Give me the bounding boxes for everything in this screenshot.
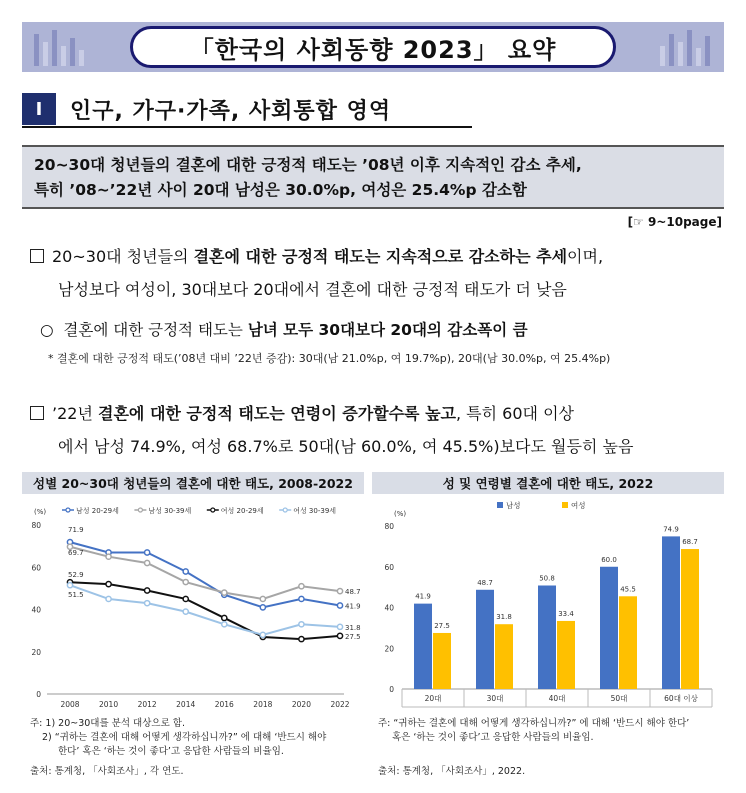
data-point bbox=[260, 596, 265, 601]
data-label: 31.8 bbox=[345, 623, 361, 632]
legend-label: 여성 30-39세 bbox=[293, 507, 337, 515]
bar bbox=[414, 604, 432, 689]
data-label: 27.5 bbox=[434, 621, 450, 630]
legend-marker bbox=[211, 508, 215, 512]
summary-line-2: 특히 ’08~’22년 사이 20대 남성은 30.0%p, 여성은 25.4%p 감소함 bbox=[34, 181, 527, 199]
bar bbox=[433, 633, 451, 689]
legend-label: 남성 30-39세 bbox=[148, 507, 192, 515]
bar bbox=[662, 536, 680, 689]
series-line bbox=[70, 585, 340, 635]
data-point bbox=[145, 550, 150, 555]
y-tick-label: 80 bbox=[31, 521, 41, 530]
sub-bullet bbox=[40, 318, 528, 340]
line-chart-source: 출처: 통계청, 「사회조사」, 각 연도. bbox=[30, 766, 184, 777]
data-label: 45.5 bbox=[620, 585, 636, 594]
square-bullet-icon bbox=[30, 249, 44, 263]
legend-label: 남성 20-29세 bbox=[76, 507, 119, 515]
data-point bbox=[337, 633, 342, 638]
bullet-2 bbox=[30, 397, 730, 463]
line-chart-footnotes bbox=[30, 717, 326, 779]
y-tick-label: 60 bbox=[384, 562, 394, 572]
data-point bbox=[183, 596, 188, 601]
data-label: 68.7 bbox=[682, 538, 698, 547]
data-point bbox=[260, 632, 265, 637]
bullet-2-bold: 결혼에 대한 긍정적 태도는 연령이 증가할수록 높고 bbox=[98, 404, 456, 423]
page-reference: [☞ 9~10page] bbox=[627, 215, 722, 229]
sub-bullet-bold: 남녀 모두 30대보다 20대의 감소폭이 큼 bbox=[247, 321, 528, 339]
series-line bbox=[70, 582, 340, 639]
x-tick-label: 2018 bbox=[253, 700, 273, 709]
data-point bbox=[183, 609, 188, 614]
bullet-1-text: 20~30대 청년들의 bbox=[52, 247, 194, 266]
legend-swatch bbox=[562, 502, 568, 508]
y-axis-unit: (%) bbox=[394, 510, 407, 518]
data-point bbox=[337, 624, 342, 629]
x-tick-label: 2022 bbox=[330, 700, 350, 709]
y-tick-label: 0 bbox=[389, 685, 394, 694]
line-chart-title: 성별 20~30대 청년들의 결혼에 대한 태도, 2008-2022 bbox=[22, 472, 364, 494]
data-label: 74.9 bbox=[663, 525, 679, 534]
footnote: 혹은 ‘하는 것이 좋다’고 응답한 사람들의 비율임. bbox=[392, 732, 594, 743]
data-point bbox=[183, 569, 188, 574]
y-tick-label: 60 bbox=[31, 563, 41, 573]
data-label: 41.9 bbox=[415, 592, 431, 601]
y-tick-label: 40 bbox=[31, 605, 41, 615]
data-label: 48.7 bbox=[345, 588, 361, 597]
y-tick-label: 0 bbox=[36, 690, 41, 699]
section-title: 인구, 가구·가족, 사회통합 영역 bbox=[70, 98, 392, 124]
bullet-1-bold: 결혼에 대한 긍정적 태도는 지속적으로 감소하는 추세 bbox=[193, 247, 568, 266]
category-label: 50대 bbox=[610, 694, 628, 703]
footnote: 2) “귀하는 결혼에 대해 어떻게 생각하십니까?” 에 대해 ‘반드시 해야 bbox=[42, 732, 327, 743]
data-point bbox=[106, 554, 111, 559]
x-tick-label: 2012 bbox=[137, 700, 157, 709]
data-label: 48.7 bbox=[477, 578, 493, 587]
bullet-2-post: , 특히 60대 이상 bbox=[456, 404, 574, 423]
section-underline bbox=[22, 126, 472, 128]
data-label: 27.5 bbox=[345, 632, 361, 641]
data-point bbox=[299, 584, 304, 589]
bar-chart bbox=[372, 498, 724, 713]
data-label: 51.5 bbox=[68, 591, 84, 600]
data-point bbox=[222, 615, 227, 620]
sub-bullet-text: 결혼에 대한 긍정적 태도는 bbox=[63, 321, 248, 339]
bar-chart-footnotes bbox=[378, 717, 689, 779]
x-tick-label: 2016 bbox=[214, 700, 234, 709]
bar bbox=[600, 567, 618, 689]
legend-swatch bbox=[497, 502, 503, 508]
data-point bbox=[145, 601, 150, 606]
y-tick-label: 20 bbox=[384, 644, 394, 654]
data-label: 33.4 bbox=[558, 609, 574, 618]
x-tick-label: 2014 bbox=[176, 700, 196, 709]
data-point bbox=[183, 579, 188, 584]
data-point bbox=[106, 596, 111, 601]
square-bullet-icon bbox=[30, 406, 44, 420]
x-tick-label: 2020 bbox=[291, 700, 311, 709]
data-point bbox=[222, 622, 227, 627]
data-point bbox=[299, 596, 304, 601]
bullet-2-line-2: 에서 남성 74.9%, 여성 68.7%로 50대(남 60.0%, 여 45.5%)보다도 월등히 높음 bbox=[58, 437, 634, 456]
y-tick-label: 20 bbox=[31, 647, 41, 657]
legend-label: 남성 bbox=[506, 501, 521, 510]
data-point bbox=[222, 590, 227, 595]
data-point bbox=[67, 583, 72, 588]
y-tick-label: 40 bbox=[384, 603, 394, 613]
data-point bbox=[337, 589, 342, 594]
category-label: 60대 이상 bbox=[664, 694, 698, 703]
legend-marker bbox=[66, 508, 70, 512]
bar bbox=[619, 596, 637, 689]
footnote: 주: 1) 20~30대를 분석 대상으로 함. bbox=[30, 718, 185, 729]
bullet-2-text: ’22년 bbox=[52, 404, 98, 423]
decorative-bars-icon bbox=[656, 28, 716, 66]
legend-label: 여성 20-29세 bbox=[220, 507, 264, 515]
x-tick-label: 2008 bbox=[60, 700, 80, 709]
decorative-bars-icon bbox=[30, 28, 90, 66]
bar bbox=[476, 590, 494, 689]
data-point bbox=[260, 605, 265, 610]
data-label: 50.8 bbox=[539, 574, 555, 583]
data-point bbox=[145, 560, 150, 565]
data-point bbox=[337, 603, 342, 608]
bar-chart-title: 성 및 연령별 결혼에 대한 태도, 2022 bbox=[372, 472, 724, 494]
report-banner bbox=[22, 22, 724, 72]
category-label: 30대 bbox=[486, 694, 504, 703]
bar bbox=[557, 621, 575, 689]
data-point bbox=[299, 636, 304, 641]
section-number: Ⅰ bbox=[22, 93, 56, 125]
category-label: 20대 bbox=[424, 694, 442, 703]
data-label: 41.9 bbox=[345, 602, 361, 611]
banner-title: 「한국의 사회동향 2023」 요약 bbox=[130, 26, 616, 68]
bullet-1-post: 이며, bbox=[567, 247, 604, 266]
bullet-1 bbox=[30, 240, 730, 306]
legend-marker bbox=[283, 508, 287, 512]
y-tick-label: 80 bbox=[384, 522, 394, 531]
bar bbox=[538, 585, 556, 689]
line-chart bbox=[22, 498, 364, 713]
category-label: 40대 bbox=[548, 694, 566, 703]
bullet-1-line-2: 남성보다 여성이, 30대보다 20대에서 결혼에 대한 긍정적 태도가 더 낮음 bbox=[58, 280, 567, 299]
data-label: 31.8 bbox=[496, 613, 512, 622]
data-point bbox=[106, 582, 111, 587]
data-label: 60.0 bbox=[601, 555, 617, 564]
data-point bbox=[299, 622, 304, 627]
circle-bullet-icon: ○ bbox=[40, 321, 54, 339]
footnote: 주: “귀하는 결혼에 대해 어떻게 생각하십니까?” 에 대해 ‘반드시 해야 한다’ bbox=[378, 718, 690, 729]
data-label: 52.9 bbox=[68, 571, 84, 580]
bar-chart-source: 출처: 통계청, 「사회조사」, 2022. bbox=[378, 766, 526, 777]
sub-note: * 결혼에 대한 긍정적 태도(’08년 대비 ’22년 증감): 30대(남 21.0%p, 여 19.7%p), 20대(남 30.0%p, 여 25.4%p) bbox=[48, 352, 611, 365]
y-axis-unit: (%) bbox=[34, 508, 47, 516]
summary-line-1: 20~30대 청년들의 결혼에 대한 긍정적 태도는 ’08년 이후 지속적인 감소 추세, bbox=[34, 156, 582, 174]
data-point bbox=[145, 588, 150, 593]
data-label: 71.9 bbox=[68, 526, 84, 535]
data-label: 69.7 bbox=[68, 548, 84, 557]
footnote: 한다’ 혹은 ‘하는 것이 좋다’고 응답한 사람들의 비율임. bbox=[58, 746, 284, 757]
summary-box bbox=[22, 145, 724, 209]
legend-label: 여성 bbox=[571, 501, 586, 510]
bar bbox=[681, 549, 699, 689]
section-heading bbox=[22, 92, 391, 126]
x-tick-label: 2010 bbox=[99, 700, 119, 709]
bar bbox=[495, 624, 513, 689]
legend-marker bbox=[138, 508, 142, 512]
